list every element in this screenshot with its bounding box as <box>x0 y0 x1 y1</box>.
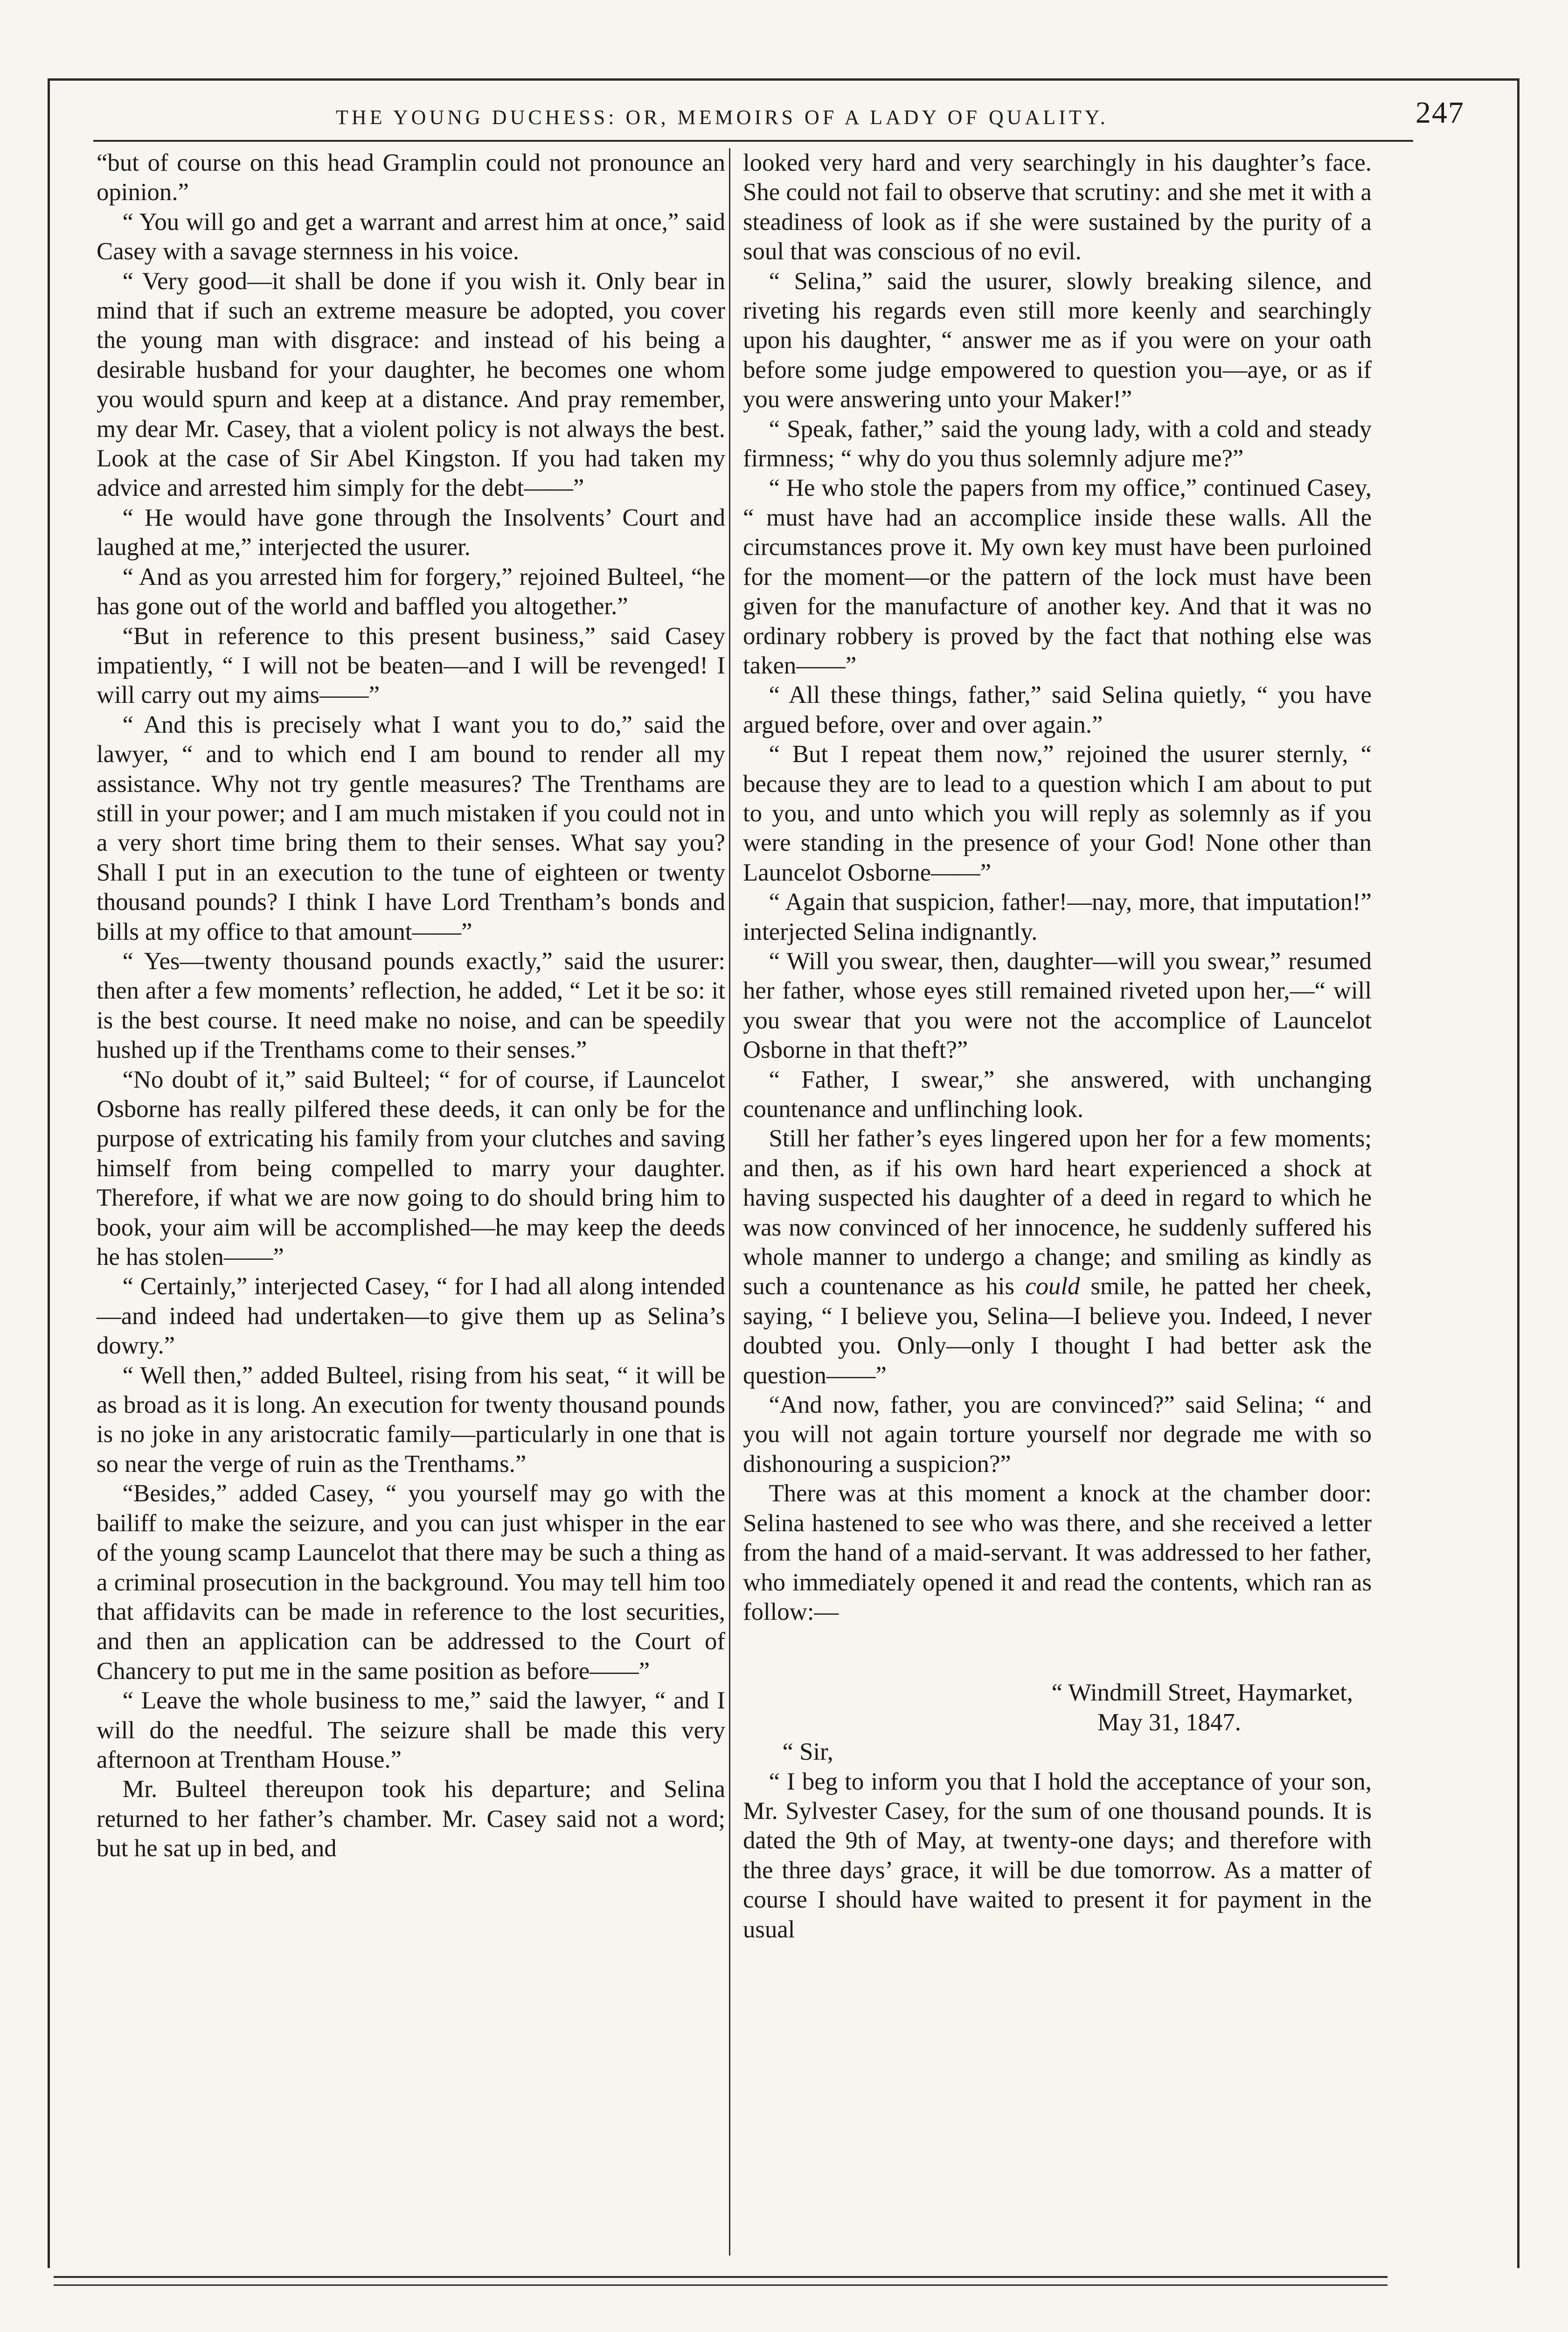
paragraph: “ Father, I swear,” she answered, with unchanging countenance and unflinching look. <box>743 1066 1372 1123</box>
paragraph: “Besides,” added Casey, “ you yourself may go with the bailiff to make the seizure, and you can just whisper in the ear of the young scamp Launcelot that there may be such a thing as a criminal prosecution in the background. You may tell him too that affidavits can be made in reference to the lost securities, and then an application can be addressed to the Court of Chancery to put me in the same position as before——” <box>97 1480 725 1685</box>
paragraph: “ All these things, father,” said Selina quietly, “ you have argued before, over and over again.” <box>743 681 1372 738</box>
running-title: THE YOUNG DUCHESS: OR, MEMOIRS OF A LADY OF QUALITY. <box>336 106 1109 129</box>
paragraph: “but of course on this head Gramplin could not pronounce an opinion.” <box>97 149 725 206</box>
paragraph: “But in reference to this present business,” said Casey impatiently, “ I will not be beaten—and I will be revenged! I will carry out my aims——” <box>97 622 725 709</box>
paragraph: “ Very good—it shall be done if you wish it. Only bear in mind that if such an extreme measure be adopted, you cover the young man with disgrace: and instead of his being a desirable husband for your daughter, he becomes one whom you would spurn and keep at a distance. And pray remember, my dear Mr. Casey, that a violent policy is not always the best. Look at the case of Sir Abel Kingston. If you had taken my advice and arrested him simply for the debt——” <box>97 267 725 502</box>
paragraph: “ But I repeat them now,” rejoined the usurer sternly, “ because they are to lead to a question which I am about to put to you, and unto which you will reply as solemnly as if you were standing in the presence of your God! None other than Launcelot Osborne——” <box>743 741 1372 886</box>
paragraph-text: smile, he patted her cheek, saying, “ I believe you, Selina—I believe you. Indeed, I never doubted you. Only—only I thought I had better ask the question——” <box>743 1273 1372 1389</box>
letter-date: May 31, 1847. <box>1097 1708 1241 1736</box>
paragraph: “ And this is precisely what I want you to do,” said the lawyer, “ and to which end I am bound to render all my assistance. Why not try gentle measures? The Trenthams are still in your power; and I am much mistaken if you could not in a very short time bring them to their senses. What say you? Shall I put in an execution to the tune of eighteen or twenty thousand pounds? I think I have Lord Trentham’s bonds and bills at my office to that amount——” <box>97 711 725 945</box>
paragraph: “ He would have gone through the Insolvents’ Court and laughed at me,” interjected the usurer. <box>97 504 725 561</box>
paragraph: “ Yes—twenty thousand pounds exactly,” said the usurer: then after a few moments’ reflection, he added, “ Let it be so: it is the best course. It need make no noise, and can be speedily hushed up if the Trenthams come to their senses.” <box>97 947 725 1064</box>
paragraph: looked very hard and very searchingly in his daughter’s face. She could not fail to observe that scrutiny: and she met it with a steadiness of look as if she were sustained by the purity of a soul that was conscious of no evil. <box>743 149 1372 265</box>
paragraph: “ Will you swear, then, daughter—will you swear,” resumed her father, whose eyes still remained riveted upon her,—“ will you swear that you were not the accomplice of Launcelot Osborne in that theft?” <box>743 947 1372 1064</box>
paragraph: Mr. Bulteel thereupon took his departure; and Selina returned to her father’s chamber. Mr. Casey said not a word; but he sat up in bed, and <box>97 1776 725 1862</box>
emphasis-could: could <box>1025 1273 1080 1300</box>
footer-rule <box>54 2276 1388 2278</box>
paragraph: “ Certainly,” interjected Casey, “ for I had all along intended—and indeed had undertaken—to give them up as Selina’s dowry.” <box>97 1273 725 1360</box>
paragraph: “And now, father, you are convinced?” said Selina; “ and you will not again torture yourself nor degrade me with so dishonouring a suspicion?” <box>743 1391 1372 1478</box>
paragraph: “ Again that suspicion, father!—nay, more, that imputation!” interjected Selina indignantly. <box>743 888 1372 945</box>
letter-salutation: “ Sir, <box>782 1738 833 1766</box>
letter-address: “ Windmill Street, Haymarket, <box>1051 1679 1353 1707</box>
left-column <box>97 148 725 1864</box>
letter-body: “ I beg to inform you that I hold the acceptance of your son, Mr. Sylvester Casey, for the sum of one thousand pounds. It is dated the 9th of May, at twenty-one days; and therefore with the three days’ grace, it will be due tomorrow. As a matter of course I should have waited to present it for payment in the usual <box>743 1768 1372 1943</box>
running-head <box>93 89 1464 140</box>
paragraph: “ And as you arrested him for forgery,” rejoined Bulteel, “he has gone out of the world and baffled you altogether.” <box>97 563 725 620</box>
paragraph: “ Speak, father,” said the young lady, with a cold and steady firmness; “ why do you thus solemnly adjure me?” <box>743 415 1372 472</box>
paragraph: “ He who stole the papers from my office,” continued Casey, “ must have had an accomplice inside these walls. All the circumstances prove it. My own key must have been purloined for the moment—or the pattern of the lock must have been given for the manufacture of another key. And that it was no ordinary robbery is proved by the fact that nothing else was taken——” <box>743 474 1372 679</box>
paragraph: “No doubt of it,” said Bulteel; “ for of course, if Launcelot Osborne has really pilfered these deeds, it can only be for the purpose of extricating his family from your clutches and saving himself from being compelled to marry your daughter. Therefore, if what we are now going to do should bring him to book, your aim will be accomplished—he may keep the deeds he has stolen——” <box>97 1066 725 1271</box>
paragraph: There was at this moment a knock at the chamber door: Selina hastened to see who was there, and she received a letter from the hand of a maid-servant. It was addressed to her father, who immediately opened it and read the contents, which ran as follow:— <box>743 1480 1372 1625</box>
paragraph-text: Still her father’s eyes lingered upon her for a few moments; and then, as if his own hard heart experienced a shock at having suspected his daughter of a deed in regard to which he was now convinced of her innocence, he suddenly suffered his whole manner to undergo a change; and smiling as kindly as such a countenance as his <box>743 1125 1372 1300</box>
paragraph: “ Selina,” said the usurer, slowly breaking silence, and riveting his regards even still more keenly and searchingly upon his daughter, “ answer me as if you were on your oath before some judge empowered to question you—aye, or as if you were answering unto your Maker!” <box>743 267 1372 413</box>
paragraph: “ Well then,” added Bulteel, rising from his seat, “ it will be as broad as it is long. An execution for twenty thousand pounds is no joke in any aristocratic family—particularly in one that is so near the verge of ruin as the Trenthams.” <box>97 1361 725 1478</box>
column-divider <box>729 148 730 2256</box>
paragraph: “ Leave the whole business to me,” said the lawyer, “ and I will do the needful. The seizure shall be made this very afternoon at Trentham House.” <box>97 1687 725 1773</box>
footer-rule <box>54 2284 1388 2286</box>
header-rule <box>93 140 1413 142</box>
page-number: 247 <box>1415 96 1464 130</box>
paragraph <box>743 1124 1372 1390</box>
paragraph: “ You will go and get a warrant and arrest him at once,” said Casey with a savage sternness in his voice. <box>97 208 725 265</box>
right-column <box>743 148 1372 1944</box>
